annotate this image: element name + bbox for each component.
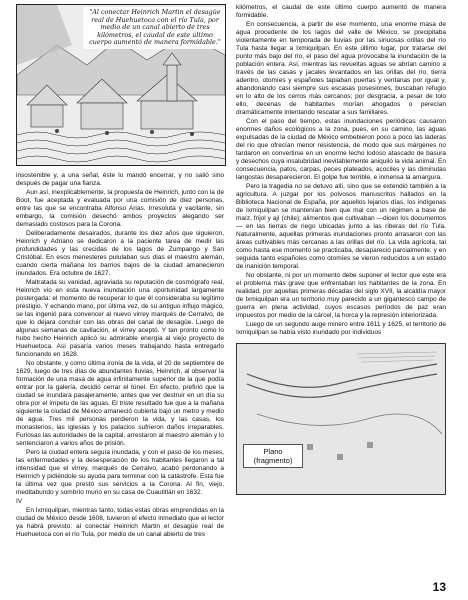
map-fragment-figure [236, 343, 446, 495]
right-paragraph-4: Pero la tragedia no se detuvo allí, sino que se extendió también a la agricultura. A juzgar por los polvosos manuscritos hallados en la Biblioteca Nacional de España, por aquellos lejanos días, los indígenas de Ixmiquilpan se mantenían bien que mal con un régimen a base de maíz, frijol y ají (chile); alimentos que cultivaban —dicen los documentos— en las tierras de riego ubicadas junto a las riberas del río Tula. Naturalmente, aquellas primeras inundaciones pronto arrasaron con las áreas cultivables más cercanas a las orillas del río. La vida agrícola, tal como hasta ese momento se practicaba, desapareció parcialmente; y en seguida tanto españoles como otomíes se vieron reducidos a un estado de inanición temporal. [236, 183, 446, 270]
left-paragraph-3: Deliberadamente desairados, durante los diez años que siguieron, Heinrich y Adriano se dedicaron a la paciente tarea de medir las profundidades y las crecidas de los lagos de Zumpango y San Cristóbal. En esos menesteres pululaban sus días el maestro alemán, cuando cierta mañana los barrios bajos de la ciudad amanecieron inundados. Era octubre de 1627. [16, 230, 224, 277]
illustration-caption: "Al conectar Heinrich Martin el desagüe real de Huehuetoca con el río Tula, por medio de un canal abierto de tres kilómetros, el caudal de este último cuerpo aumentó de manera formidable." [83, 7, 226, 49]
left-paragraph-1: insostenible y, a una señal, éste lo mandó encerrar, y no salió sino después de pagar una fianza. [16, 172, 224, 187]
right-paragraph-5: No obstante, ni por un momento debe suponer el lector que este era el problema más grave que enfrentaban los habitantes de la zona. En realidad, por aquellas primeras décadas del siglo XVII, la alcaldía mayor de Ixmiquilpan era un territorio muy parecido a un gigantesco campo de guerra en plena actividad, cuyos escasos períodos de paz eran impuestos por medio de la cárcel, la horca y la represión interiorizada. [236, 272, 446, 319]
map-figure-label: Plano (fragmento) [243, 444, 303, 468]
right-paragraph-1: kilómetros, el caudal de este último cuerpo aumentó de manera formidable. [236, 4, 446, 19]
flood-engraving-illustration [16, 4, 226, 166]
right-paragraph-2: En consecuencia, a partir de ese momento, una enorme masa de agua procedente de los lagos del valle de México, se precipitaba violentamente en temporada de lluvias por las sinuosas orillas del río Tula hasta llegar a Ixmiquilpan. En este último lugar, por tratarse del punto más bajo del río, el paso del agua provocaba la inundación de la población entera. Así, mientras las revueltas aguas se abrían camino a través de las casas y jacales levantados en las orillas del río, tierra adentro, otomíes y españoles tapiaban puertas y ventanas por igual y, abandonando casi siempre sus escasas posesiones, buscaban refugio en lo alto de los cerros más cercanos; por desgracia, a pesar de tolo ello, decenas de habitantes morían ahogados o perecían dramáticamente intentando rescatar a sus familiares. [236, 21, 446, 116]
left-paragraph-6: Pero la ciudad entera seguía inundada, y con el paso de los meses, las enfermedades y la desesperación de los habitantes llegaron a tal intensidad que el virrey, marqués de Cerralvo, acabó perdonando a Heinrich y pidiéndole su ayuda para terminar con la catástrofe. Esta fue la última vez que prestó sus servicios a la Corona. Al fin, viejo, meditabundo y sombrío murió en su casa de Cuautitlán en 1632. [16, 449, 224, 496]
right-paragraph-6: Luego de un segundo auge minero entre 1611 y 1625, el territorio de Ixmiquilpan se había visto inundado por individuos [236, 321, 446, 336]
left-paragraph-5: No obstante, y como última ironía de la vida, el 20 de septiembre de 1629, luego de tres días de abundantes lluvias, Heinrich, al observar la formación de una masa de agua infinitamente superior de la que podía entrar por la galería, decidió cerrar el túnel. En efecto, prefirió que la ciudad se inundara pasajeramente, antes que ver destruir en un día su obra por el ímpetu de las aguas. El triste resultado fue que a la mañana siguiente la ciudad de México amaneció cubierta bajo un metro y medio de agua. Tres mil personas perdieron la vida, y las casas, los monasterios, las iglesias y los palacios sufrieron daños irreparables. Furiosas las autoridades de la capital, arrestaron al maestro alemán y lo sentenciaron a varios años de prisión. [16, 360, 224, 447]
right-paragraph-3: Con el paso del tiempo, estas inundaciones periódicas causaron enormes daños ecológicos a la zona, pues, en su camino, las aguas expulsadas de la ciudad de México embebieron poco a poco las laderas del río que ofrecían menor resistencia, de modo que sus márgenes no tardaron en convertirse en un enorme lecho lodoso atascado de basura y desechos cuya insalubridad inevitablemente aniquiló la vida animal. En consecuencia, patos, carpas, peces plateados, acociles y las diminutas langostas desaparecieron. El golpe fue terrible, e inmensa la amargura. [236, 118, 446, 181]
left-column [16, 4, 224, 540]
left-paragraph-4: Maltratada su vanidad, agraviada su reputación de cosmógrafo real, Heinrich vio en esta nueva inundación una oportunidad largamente postergada: el momento de recuperar lo que él consideraba su legítimo prestigio. Y echando mano, por última vez, de su antiguo influjo mágico, se las ingenió para convencer al nuevo virrey marqués de Cerralvo, de que lo dejara concluir con las obras del canal de desagüe. Luego de algunas semanas de cavilación, el virrey aceptó. Y tan pronto como lo hubo hecho Heinrich aplicó su admirable energía al viejo proyecto de Huehuetoca. Así pasaría varios meses trabajando hasta entregarlo funcionando en 1628. [16, 279, 224, 358]
map-drawing [237, 344, 445, 494]
right-column [236, 4, 446, 495]
page-number: 13 [432, 580, 446, 594]
left-paragraph-2: Aun así, inexplicablemente, la propuesta de Heinrich, junto con la de Boot, fue aceptada y evaluada por una comisión de diez personas, entre las que se encontraba Alfonso Arias. Irresoluta y vacilante, sin embargo, la comisión desechó ambos proyectos alegando ser demasiado costosos para la Corona. [16, 189, 224, 228]
section-numeral: IV [16, 498, 23, 505]
left-paragraph-7: En Ixmiquilpan, mientras tanto, todas estas obras emprendidas en la ciudad de México desde 1608, tuvieron el efecto inmediato que el lector ya habrá previsto: al conectar Heinrich Martin el desagüe real de Huehuetoca con el río Tula, por medio de un canal abierto de tres [16, 507, 224, 538]
